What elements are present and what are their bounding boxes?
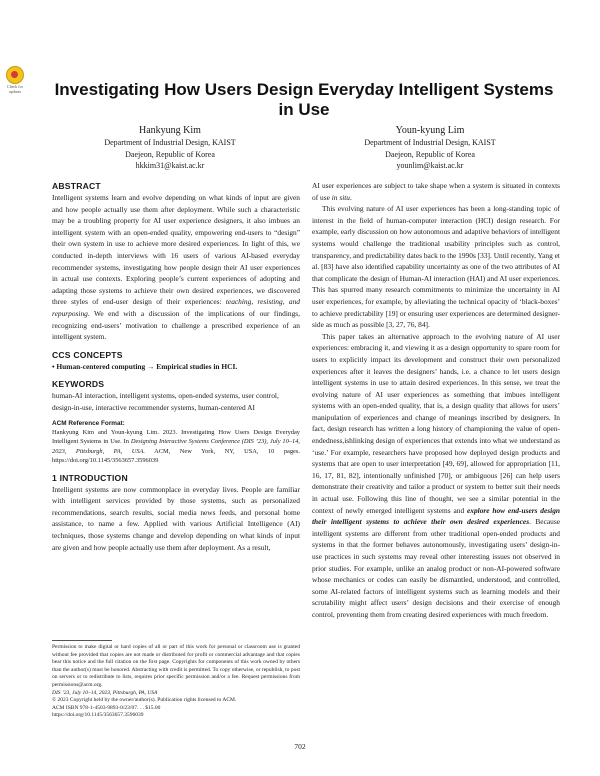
author-dept: Department of Industrial Design, KAIST [104,138,236,147]
right-paragraph-2: This paper takes an alternative approach to the evolving nature of AI user experiences: embracing it, and viewing it as a design opportunity to spare room for users to explicitly impact its development and construct their own personalized experiences after it leaves the designers’ hands, i.e. a chance to let users design intelligent systems in use to attain desired experiences. In this sense, we treat the evolving nature of AI user experiences as something that imbues intelligent systems with an open-ended quality, that is, a design quality that allows for users’ manipulation of experiences and change of meanings inscribed by designers. In fact, design research has written a long history of championing the value of open-endedness,ishlinking design of experiences that extends into what we understand as ‘use.’ For example, researchers have proposed how deployed design products and systems that are open to user interpretation [49, 69], allowed for appropriation [11, 16, 17, 81, 82], intentionally unfinished [70], or ambiguous [26] can help users demonstrate their creativity and tailor a product or system to better suit their needs in actual use. Following this line of thought, we see a similar potential in the context of newly emerged intelligent systems and explore how end-users design their intelligent systems to achieve their own desired experiences. Because intelligent systems are different from other traditional open-ended products and systems in that the former behaves autonomously, investigating users’ design-in-use practices in such systems may reveal other interesting issues not observed in prior studies. For example, unlike an analog product or non-AI-powered software whose mechanics or codes can easily be dismantled, understood, and controlled, some AI-related factors of intelligent systems such as learning models and their scrutability might affect users’ design decisions and their exercise of enough control, preventing them from creating desired experiences with much freedom. [312,331,560,619]
right-column [312,180,560,621]
isbn-line: ACM ISBN 978-1-4503-9893-0/23/07. . . $15.00 [52,704,161,711]
author-email[interactable]: hkkim31@kaist.ac.kr [135,161,205,170]
doi-link[interactable]: https://doi.org/10.1145/3563657.3596039 [52,712,144,719]
reference-format-heading: ACM Reference Format: [52,419,125,427]
abstract-styles: teaching, resisting, and repurposing [52,297,300,318]
abstract-heading: ABSTRACT [52,181,101,191]
badge-label: Check for updates [7,84,23,94]
intro-heading: 1 INTRODUCTION [52,472,128,483]
author-block-1 [60,124,280,172]
intro-paragraph: Intelligent systems are now commonplace in everyday lives. People are familiar with intelligent services provided by those systems, such as personalized recommendations, search results, social media news feeds, and personal home assistance, to name a few. Applied with various Artificial Intelligence (AI) techniques, those systems change and develop depending on what kinds of input are given and how people actually use them after deployment. As a result, [52,484,300,552]
abstract-text: Intelligent systems learn and evolve depending on what kinds of input are given and how people actually use them after deployment. While such a characteristic may be a troubling property for AI user experience designers, it also imbues an intelligent system with an open-ended quality, empowering end-users to “design” their own system in use to achieve more desired experiences. In light of this, we conducted in-depth interviews with 16 users of various AI-based everyday recommender systems, investigating how people design their AI user experiences in actual use contexts. Exploring people’s current experiences of adopting and adapting those systems to achieve their own desired experiences, we discovered three styles of end-user design of their experiences: teaching, resisting, and repurposing. We end with a discussion of the implications of our findings, recognizing end-users’ motivation to challenge a prescribed experience of an intelligent system. [52,193,300,342]
check-for-updates-badge[interactable] [6,66,24,94]
author-dept: Department of Industrial Design, KAIST [364,138,496,147]
keywords-heading: KEYWORDS [52,379,105,390]
left-column [52,181,300,553]
author-block-2 [320,124,540,172]
page-number: 702 [294,742,306,751]
paper-title: Investigating How Users Design Everyday Intelligent Systems in Use [54,80,554,119]
keywords-text: human-AI interaction, intelligent systems, open-ended systems, user control, design-in-use, interactive recommender systems, human-centered AI [52,391,279,412]
copyright-line: © 2023 Copyright held by the owner/author(s). Publication rights licensed to ACM. [52,697,237,704]
footnote-rule [52,640,112,641]
author-city: Daejeon, Republic of Korea [125,149,215,159]
research-aim: explore how end-users design their intelligent systems to achieve their own desired experiences [312,505,560,527]
author-name: Youn-kyung Lim [395,125,465,136]
ccs-heading: CCS CONCEPTS [52,349,123,360]
ccs-text: • Human-centered computing → Empirical studies in HCI. [52,361,238,371]
permission-footnote [52,640,300,720]
updates-seal-icon [6,66,24,84]
author-city: Daejeon, Republic of Korea [385,149,475,159]
reference-format-text: Hankyung Kim and Youn-kyung Lim. 2023. Investigating How Users Design Everyday Intelligent Systems in Use. In Designing Interactive Systems Conference (DIS ’23), July 10–14, 2023, Pittsburgh, PA, USA. ACM, New York, NY, USA, 10 pages. https://doi.org/10.1145/3563657.3596039 [52,428,300,465]
permission-text: Permission to make digital or hard copies of all or part of this work for personal or classroom use is granted without fee provided that copies are not made or distributed for profit or commercial advantage and that copies bear this notice and the full citation on the first page. Copyrights for components of this work owned by others than the author(s) must be honored. Abstracting with credit is permitted. To copy otherwise, or republish, to post on servers or to redistribute to lists, requires prior specific permission and/or a fee. Request permissions from permissions@acm.org. [52,644,300,688]
author-name: Hankyung Kim [139,125,201,136]
author-email[interactable]: younlim@kaist.ac.kr [396,161,464,170]
right-paragraph-1: This evolving nature of AI user experiences has been a long-standing topic of interest in the field of human-computer interaction (HCI) design research. For example, early discussion on how autonomous and adaptive behaviors of intelligent systems would challenge the traditional usability principles such as control, transparency, and predictability dates back to the 1990s [33]. Until recently, Yang et al. [83] have also identified capability uncertainty as one of the two attributes of AI that complicate the design of Human-AI interaction (HAI) and AI user experiences. This has spurred many research commitments to minimize the uncertainty in AI user experiences, for example, by alleviating the technical opacity of ‘black-boxes’ to achieve predictability [19] or ensuring user experiences are determined designer-side as much as possible [3, 27, 76, 84]. [312,204,560,330]
conference-line: DIS ’23, July 10–14, 2023, Pittsburgh, PA, USA [52,689,158,696]
right-paragraph-0: AI user experiences are subject to take shape when a system is situated in contexts of use in situ. [312,181,560,202]
reference-format [52,419,300,466]
